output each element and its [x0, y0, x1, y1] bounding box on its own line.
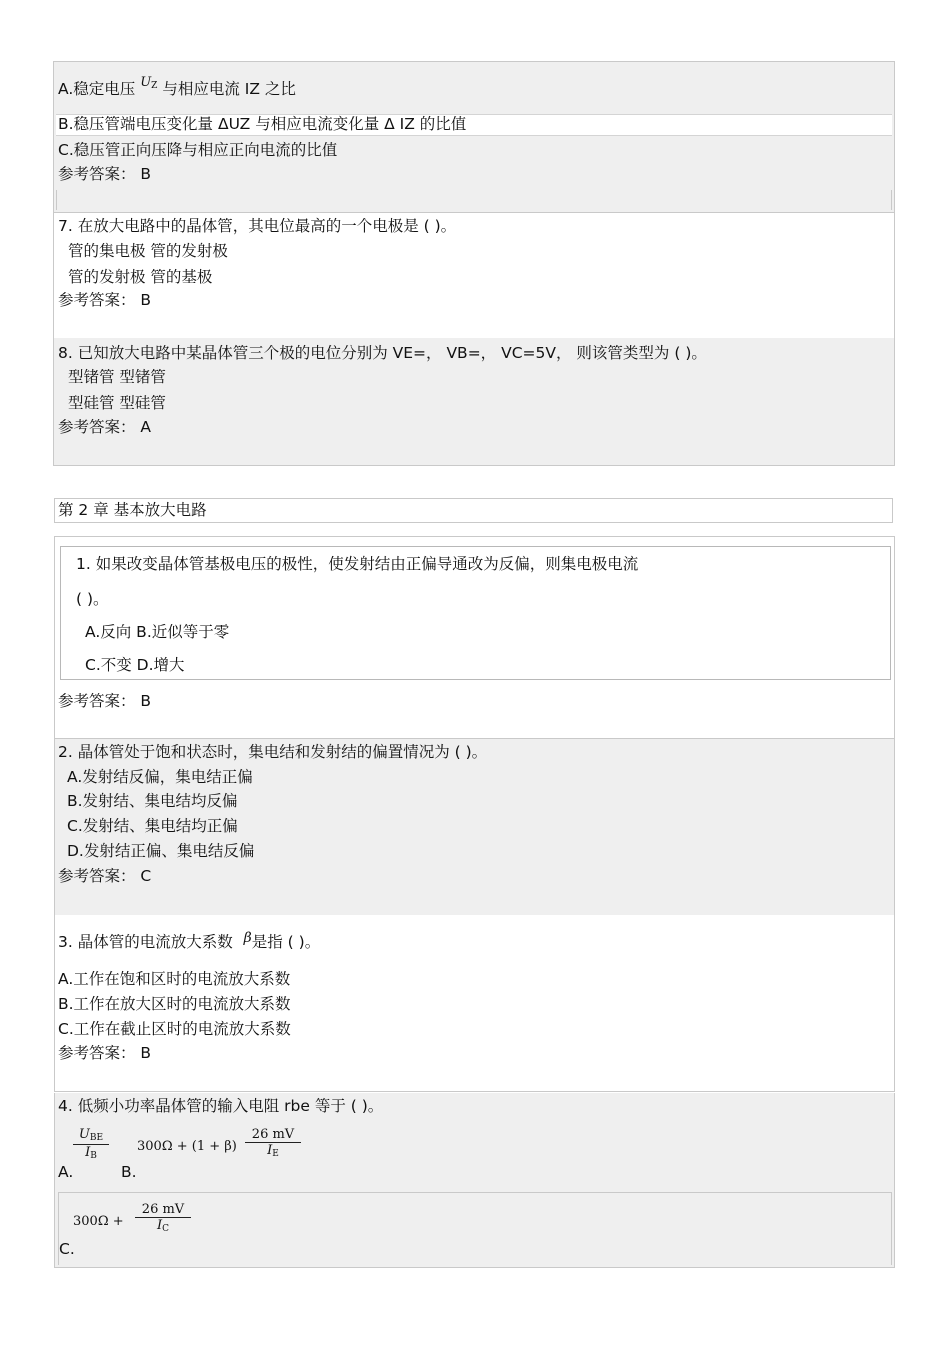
formula-c-box [58, 1192, 892, 1265]
beta-symbol: β [243, 930, 252, 946]
c2-question-2-option-a: A.发射结反偏，集电结正偏 [67, 768, 253, 786]
formula-b-label: B. [121, 1163, 137, 1181]
option-a-suffix: 与相应电流 IZ 之比 [162, 80, 296, 98]
question-8-options-2: 型硅管 型硅管 [68, 394, 166, 412]
formula-b-lead: 300Ω + (1 + β) [137, 1139, 237, 1154]
c2-question-1-stem-2: ( )。 [76, 590, 109, 608]
c2-question-1-block [54, 536, 895, 739]
c2-question-1-options-cd: C.不变 D.增大 [85, 656, 185, 674]
c2-question-4-stem: 4. 低频小功率晶体管的输入电阻 rbe 等于 ( )。 [58, 1097, 384, 1115]
c2-question-4-block [54, 1093, 895, 1268]
c2-question-2-answer: 参考答案： C [58, 867, 152, 885]
question-8-options-1: 型锗管 型锗管 [68, 368, 166, 386]
c2-question-3-stem: 3. 晶体管的电流放大系数 β是指 ( )。 [58, 930, 321, 951]
c2-question-1-answer: 参考答案： B [58, 692, 152, 710]
formula-b-fraction: 26 mV $I_E$ [245, 1128, 301, 1159]
formula-a: $U_{BE}$ $I_B$ [73, 1128, 109, 1161]
c2-question-2-option-b: B.发射结、集电结均反偏 [67, 792, 238, 810]
c2-question-3-option-b: B.工作在放大区时的电流放大系数 [58, 995, 291, 1013]
question-7-answer: 参考答案： B [58, 291, 152, 309]
option-a-prefix: A.稳定电压 [58, 80, 136, 98]
option-b: B.稳压管端电压变化量 ΔUZ 与相应电流变化量 Δ IZ 的比值 [58, 115, 467, 133]
spacer-row [56, 190, 892, 210]
question-8-stem: 8. 已知放大电路中某晶体管三个极的电位分别为 VE=， VB=， VC=5V， 则该管类型为 ( )。 [58, 344, 707, 362]
option-a [58, 75, 296, 99]
c2-question-2-option-c: C.发射结、集电结均正偏 [67, 817, 238, 835]
formula-c-lead: 300Ω + [73, 1214, 124, 1229]
c2-question-1-options-ab: A.反向 B.近似等于零 [85, 623, 230, 641]
c2-question-2-stem: 2. 晶体管处于饱和状态时，集电结和发射结的偏置情况为 ( )。 [58, 743, 488, 761]
c2-question-3-answer: 参考答案： B [58, 1044, 152, 1062]
question-8-block [53, 338, 895, 466]
prev-question-block [53, 61, 895, 213]
chapter-title: 第 2 章 基本放大电路 [58, 501, 207, 519]
question-7-block [53, 213, 895, 338]
c2-question-3-option-a: A.工作在饱和区时的电流放大系数 [58, 970, 291, 988]
question-7-options-1: 管的集电极 管的发射极 [68, 242, 228, 260]
c2-question-2-block [54, 739, 895, 915]
c2-question-3-block [54, 915, 895, 1092]
question-7-options-2: 管的发射极 管的基极 [68, 268, 213, 286]
formula-c-label: C. [59, 1240, 75, 1258]
c2-question-1-stem: 1. 如果改变晶体管基极电压的极性，使发射结由正偏导通改为反偏，则集电极电流 [76, 555, 639, 573]
formula-c-fraction: 26 mV $I_C$ [135, 1203, 191, 1234]
c2-question-3-option-c: C.工作在截止区时的电流放大系数 [58, 1020, 291, 1038]
c2-question-2-option-d: D.发射结正偏、集电结反偏 [67, 842, 255, 860]
question-8-answer: 参考答案： A [58, 418, 152, 436]
option-c: C.稳压管正向压降与相应正向电流的比值 [58, 141, 338, 159]
chapter-heading [54, 498, 893, 523]
question-7-stem: 7. 在放大电路中的晶体管，其电位最高的一个电极是 ( )。 [58, 217, 457, 235]
uz-symbol: UZ [140, 75, 158, 91]
answer: 参考答案： B [58, 165, 152, 183]
c2-question-1-inner-box [60, 546, 891, 680]
formula-a-label: A. [58, 1163, 74, 1181]
